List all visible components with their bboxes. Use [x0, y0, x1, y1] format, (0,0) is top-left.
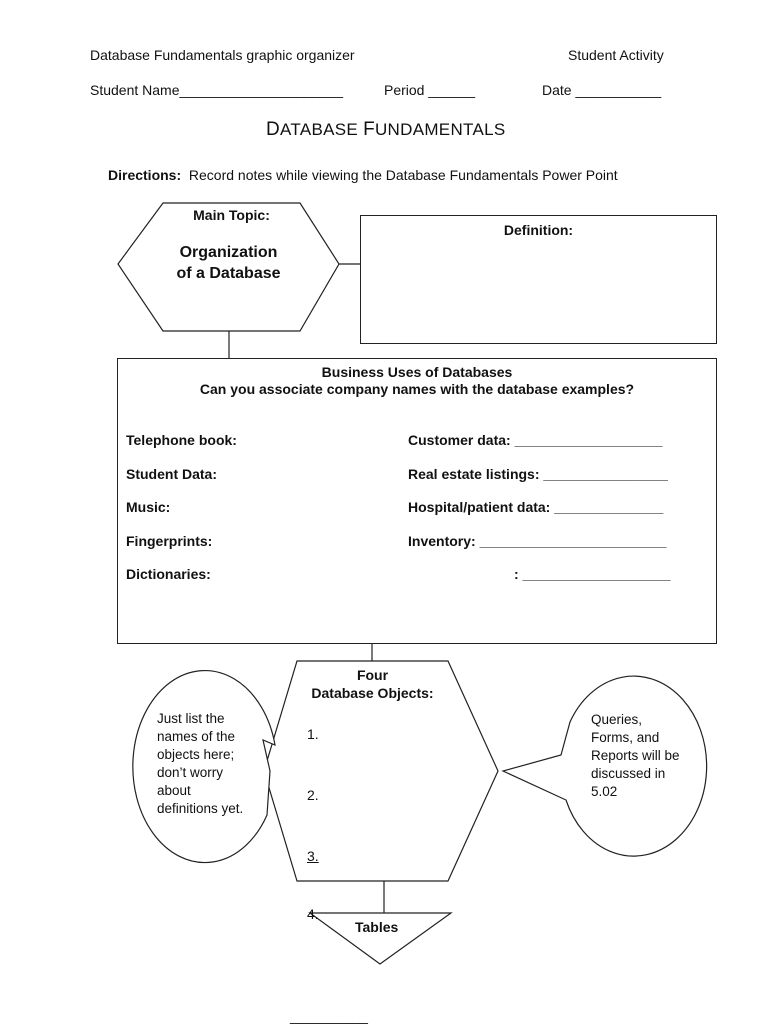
business-right-1[interactable]: Customer data: ___________________: [408, 432, 663, 448]
date-field[interactable]: Date ___________: [542, 82, 662, 98]
business-right-2[interactable]: Real estate listings: ________________: [408, 466, 668, 482]
title-rest-2: UNDAMENTALS: [374, 120, 506, 139]
business-question: Can you associate company names with the database examples?: [199, 381, 635, 397]
business-right-4[interactable]: Inventory: ________________________: [408, 533, 667, 549]
main-topic-line-1: Organization: [179, 244, 278, 261]
business-right-3[interactable]: Hospital/patient data: ______________: [408, 499, 664, 515]
header-right: Student Activity: [568, 47, 664, 63]
business-left-2: Student Data:: [126, 466, 217, 482]
directions: [108, 167, 618, 183]
left-bubble-text: Just list the names of the objects here; don’t worry about definitions yet.: [157, 711, 244, 816]
main-topic-label: Main Topic:: [193, 207, 270, 223]
definition-box[interactable]: [360, 215, 717, 344]
business-left-1: Telephone book:: [126, 432, 237, 448]
business-left-3: Music:: [126, 499, 171, 515]
object-item-4[interactable]: 4.: [307, 906, 319, 922]
objects-title-2: Database Objects:: [311, 685, 434, 701]
page-title: [266, 119, 505, 141]
title-cap-2: F: [363, 119, 375, 140]
right-bubble-text: Queries, Forms, and Reports will be discussed in 5.02: [591, 712, 680, 799]
directions-label: Directions:: [108, 167, 182, 183]
business-left-5: Dictionaries:: [126, 566, 211, 582]
objects-title-1: Four: [356, 667, 389, 683]
title-rest-1: ATABASE: [280, 120, 364, 139]
business-right-5[interactable]: : ___________________: [514, 566, 671, 582]
period-field[interactable]: Period ______: [384, 82, 476, 98]
title-cap-1: D: [266, 119, 281, 140]
directions-text: Record notes while viewing the Database Fundamentals Power Point: [188, 167, 618, 183]
object-item-2[interactable]: 2.: [307, 787, 319, 803]
business-heading: Business Uses of Databases: [321, 364, 513, 380]
student-name-field[interactable]: Student Name_____________________: [90, 82, 344, 98]
definition-label: Definition:: [503, 222, 574, 238]
business-left-4: Fingerprints:: [126, 533, 213, 549]
footer-line: __________: [290, 1008, 368, 1024]
tables-label: Tables: [355, 919, 399, 935]
object-item-3[interactable]: 3.: [307, 848, 319, 864]
object-item-1[interactable]: 1.: [307, 726, 319, 742]
main-topic-line-2: of a Database: [176, 265, 281, 282]
header-left: Database Fundamentals graphic organizer: [90, 47, 355, 63]
